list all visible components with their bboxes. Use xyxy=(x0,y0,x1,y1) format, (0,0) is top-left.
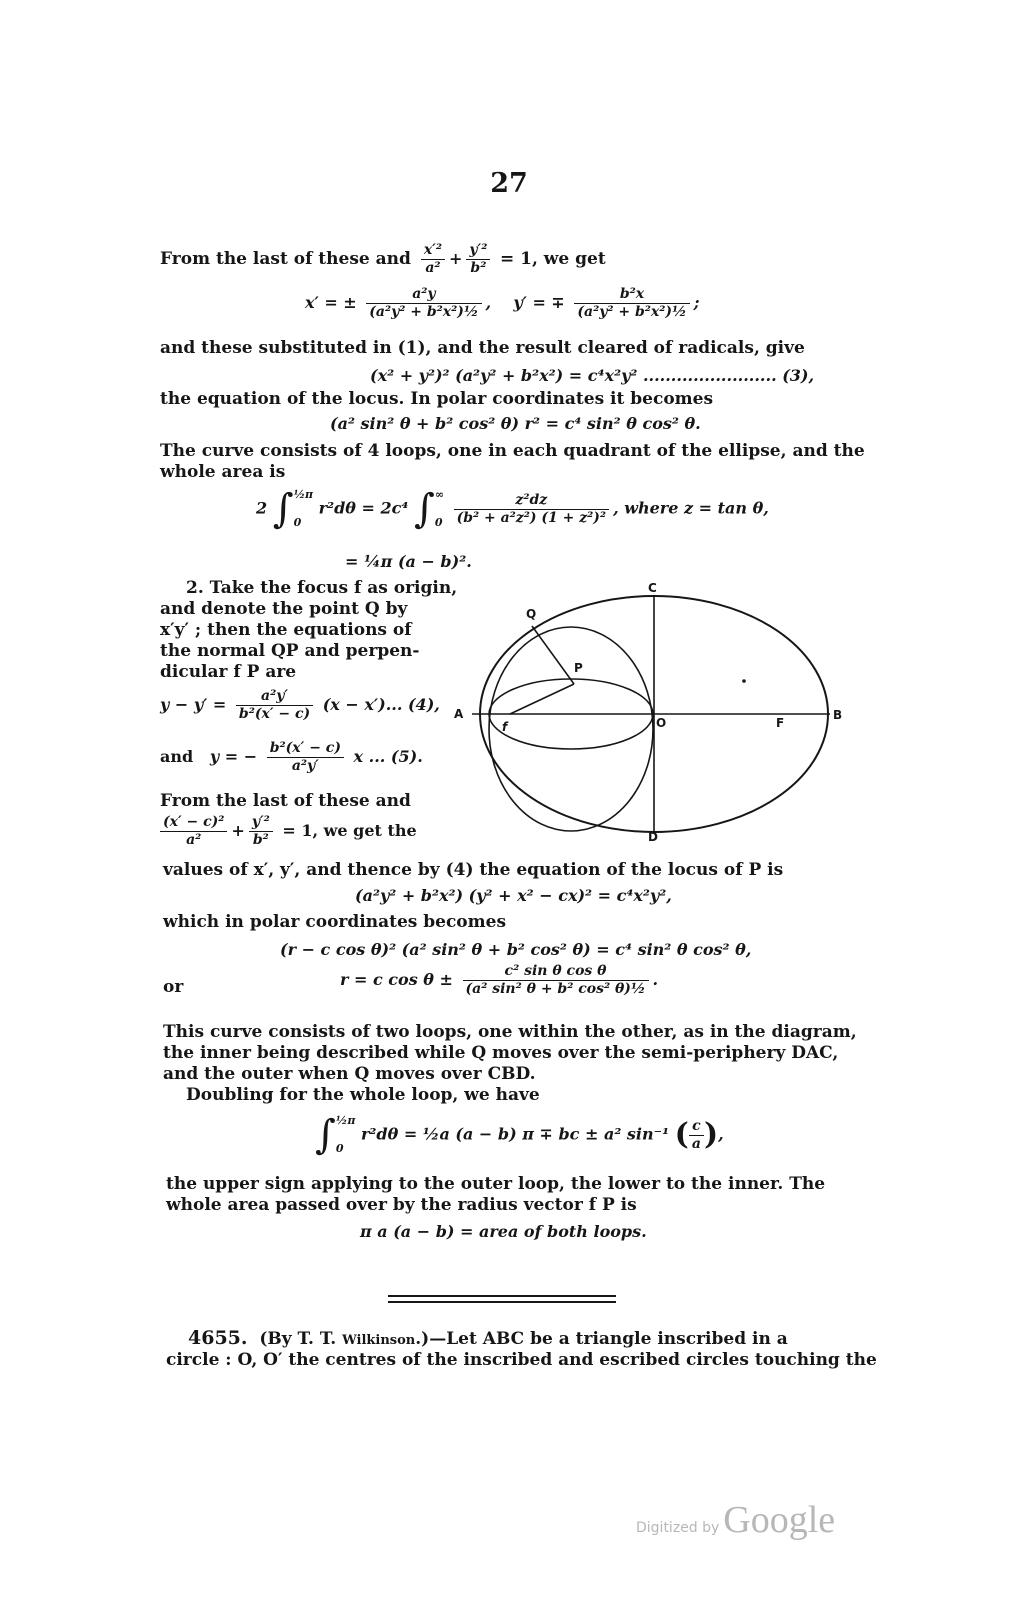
upper-limit: ∞ xyxy=(434,488,444,501)
numerator: c xyxy=(689,1118,704,1136)
text-line: and denote the point Q by xyxy=(160,599,408,619)
eq-part: r²dθ = ½a (a − b) π ∓ bc ± a² sin⁻¹ xyxy=(360,1124,670,1144)
denominator: (a²y² + b²x²)½ xyxy=(577,304,687,320)
equation-locus-P: (a²y² + b²x²) (y² + x² − cx)² = c⁴x²y², xyxy=(355,886,672,905)
outer-loop xyxy=(489,627,653,831)
equation-total-area: π a (a − b) = area of both loops. xyxy=(360,1222,647,1241)
watermark-small: Digitized by xyxy=(636,1520,720,1536)
denominator: a xyxy=(691,1135,701,1152)
equation-polar-3: r = c cos θ ± $\frac{\text{c² sin θ cos θ}}{\text{(a² sin² θ + b² cos² θ)½}}$ . xyxy=(340,963,659,997)
text-line: circle : O, O′ the centres of the inscribed and escribed circles touching the xyxy=(166,1350,877,1370)
denominator: b²(x′ − c) xyxy=(238,706,311,722)
equation-polar: (a² sin² θ + b² cos² θ) r² = c⁴ sin² θ cos² θ. xyxy=(330,414,701,433)
fraction xyxy=(267,740,344,775)
fraction xyxy=(689,1118,704,1153)
author-name: Wilkinson xyxy=(342,1333,416,1348)
text-line: x′y′ ; then the equations of xyxy=(160,620,412,640)
google-logo: Google xyxy=(723,1499,836,1541)
label-Q: Q xyxy=(526,607,537,621)
text-line: or xyxy=(163,977,184,997)
text-span: and xyxy=(160,747,194,766)
upper-limit: ½π xyxy=(293,488,314,501)
fraction xyxy=(249,814,273,849)
eq-part: y − y′ = xyxy=(160,695,227,714)
label-A: A xyxy=(454,707,464,721)
numerator: a²y xyxy=(366,286,481,304)
label-C: C xyxy=(648,581,657,595)
integral-sign: ∫ xyxy=(315,1112,336,1158)
eq-part: r²dθ = 2c⁴ xyxy=(318,498,409,518)
fraction xyxy=(466,242,490,277)
numerator: y′² xyxy=(249,814,273,832)
fraction xyxy=(236,688,313,723)
text-line: From the last of these and xyxy=(160,791,411,811)
integral-sign: ∫ xyxy=(413,486,435,532)
fraction xyxy=(454,492,610,527)
text-line xyxy=(160,242,606,277)
equation-3: (x² + y²)² (a²y² + b²x²) = c⁴x²y² ........................ (3), xyxy=(370,366,815,385)
fraction xyxy=(366,286,481,321)
numerator: x′² xyxy=(421,242,445,260)
denominator: b² xyxy=(252,832,269,848)
problem-4655-line xyxy=(188,1328,788,1351)
lower-limit: 0 xyxy=(434,516,443,529)
numerator: z²dz xyxy=(454,492,610,510)
integral-limits xyxy=(294,488,314,530)
digitized-watermark xyxy=(636,1498,835,1542)
inline-equation: $\frac{\text{x′²}}{\text{a²}}$ + $\frac{\text{y′²}}{\text{b²}}$ xyxy=(417,249,500,268)
label-F: F xyxy=(776,716,785,730)
label-D: D xyxy=(648,830,658,844)
text-line: dicular f P are xyxy=(160,662,297,682)
text-line: values of x′, y′, and thence by (4) the equation of the locus of P is xyxy=(163,860,784,880)
text-line: the inner being described while Q moves over the semi-periphery DAC, xyxy=(163,1043,839,1063)
fraction xyxy=(574,286,689,321)
text-line: whole area is xyxy=(160,462,286,482)
equation-area xyxy=(256,488,769,530)
text-span: (By T. T. xyxy=(259,1329,343,1349)
equation-polar-2: (r − c cos θ)² (a² sin² θ + b² cos² θ) = c⁴ sin² θ cos² θ, xyxy=(280,940,752,959)
text-span: = 1, we get the xyxy=(282,821,417,840)
eq-part: r = c cos θ ± xyxy=(340,970,453,989)
eq-part: 2 xyxy=(256,498,268,518)
text-line: the normal QP and perpen- xyxy=(160,641,420,661)
text-line: the upper sign applying to the outer loop, the lower to the inner. The xyxy=(166,1174,826,1194)
equation-loop-area: ∫ ½π 0 r²dθ = ½a (a − b) π ∓ bc ± a² sin⁻¹ ( $\frac{c}{a}$ ), xyxy=(315,1112,724,1158)
eq-part: x ... (5). xyxy=(353,747,423,766)
fraction xyxy=(421,242,445,277)
text-span: From the last of these and xyxy=(160,249,411,269)
numerator: (x′ − c)² xyxy=(160,814,227,832)
fraction xyxy=(160,814,227,849)
equation-4 xyxy=(160,688,440,723)
integral-limits xyxy=(435,488,444,530)
denominator: (b² + a²z²) (1 + z²)² xyxy=(456,509,607,526)
numerator: b²(x′ − c) xyxy=(267,740,344,758)
integral-limits xyxy=(336,1114,356,1156)
perpendicular-fP xyxy=(510,684,574,714)
ellipse-diagram xyxy=(448,578,856,844)
dot xyxy=(742,679,746,683)
equation-xprime-yprime: x′ = ± $\frac{\text{a²y}}{\text{(a²y² + b²x²)½}}$ , y′ = ∓ $\frac{\text{b²x}}{\text{(a²y² + b²x²)½}}$ ; xyxy=(305,286,700,320)
text-line: and these substituted in (1), and the result cleared of radicals, give xyxy=(160,338,805,358)
normal-QP xyxy=(532,626,574,684)
denominator: a² xyxy=(186,832,202,848)
eq-part: y′ = ∓ xyxy=(513,293,565,312)
problem-number: 4655. xyxy=(188,1327,248,1349)
label-P: P xyxy=(574,661,583,675)
text-line: and the outer when Q moves over CBD. xyxy=(163,1064,536,1084)
equation-5 xyxy=(160,740,423,775)
text-span: .)—Let ABC be a triangle inscribed in a xyxy=(415,1329,788,1349)
equation-ellipse: $\frac{\text{(x′ − c)²}}{\text{a²}}$ + $\frac{\text{y′²}}{\text{b²}}$ = 1, we get the xyxy=(160,814,417,849)
page-number: 27 xyxy=(490,168,528,199)
section-rule xyxy=(388,1301,616,1303)
denominator: (a²y² + b²x²)½ xyxy=(369,304,479,320)
denominator: a²y′ xyxy=(291,758,319,774)
text-line: Doubling for the whole loop, we have xyxy=(186,1085,540,1105)
upper-limit: ½π xyxy=(335,1114,356,1127)
eq-part: (x − x′)... (4), xyxy=(322,695,440,714)
section-rule xyxy=(388,1295,616,1297)
text-line: the equation of the locus. In polar coordinates it becomes xyxy=(160,389,714,409)
text-line: whole area passed over by the radius vector f P is xyxy=(166,1195,637,1215)
denominator: (a² sin² θ + b² cos² θ)½ xyxy=(465,981,646,997)
lower-limit: 0 xyxy=(335,1142,344,1155)
label-f: f xyxy=(502,720,508,734)
text-line: which in polar coordinates becomes xyxy=(163,912,507,932)
lower-limit: 0 xyxy=(293,516,302,529)
numerator: y′² xyxy=(466,242,490,260)
equation-area-result: = ¼π (a − b)². xyxy=(345,552,472,571)
text-line: This curve consists of two loops, one within the other, as in the diagram, xyxy=(163,1022,857,1042)
label-B: B xyxy=(833,708,843,722)
numerator: b²x xyxy=(574,286,689,304)
eq-part: y = − xyxy=(209,747,258,766)
integral-sign: ∫ xyxy=(272,486,294,532)
eq-part: , where z = tan θ, xyxy=(613,498,769,518)
denominator: b² xyxy=(470,260,487,276)
text-line: 2. Take the focus f as origin, xyxy=(186,578,458,598)
eq-part: x′ = ± xyxy=(305,293,357,312)
label-O: O xyxy=(656,716,667,730)
numerator: c² sin θ cos θ xyxy=(463,963,649,981)
fraction xyxy=(463,963,649,998)
text-span: = 1, we get xyxy=(499,249,606,269)
denominator: a² xyxy=(425,260,441,276)
numerator: a²y′ xyxy=(236,688,313,706)
text-line: The curve consists of 4 loops, one in each quadrant of the ellipse, and the xyxy=(160,441,865,461)
